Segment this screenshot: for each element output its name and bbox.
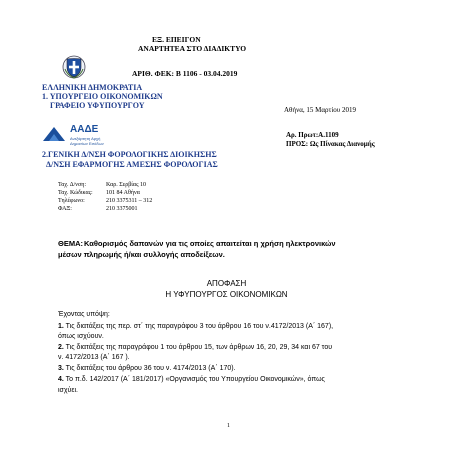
urgency-label: ΕΞ. ΕΠΕΙΓΟΝ bbox=[152, 35, 201, 44]
list-item-number: 2. bbox=[58, 344, 64, 351]
list-item bbox=[58, 344, 332, 351]
page-number: 1 bbox=[227, 423, 230, 429]
list-item-continuation: ν. 4172/2013 (Α΄ 167 ). bbox=[58, 354, 130, 361]
intro-text: Έχοντας υπόψη: bbox=[58, 311, 110, 318]
org-country: ΕΛΛΗΝΙΚΗ ΔΗΜΟΚΡΑΤΙΑ bbox=[42, 83, 143, 92]
posting-label: ΑΝΑΡΤΗΤΕΑ ΣΤΟ ΔΙΑΔΙΚΤΥΟ bbox=[138, 44, 247, 53]
list-item bbox=[58, 376, 325, 383]
subject-line-1: Καθορισμός δαπανών για τις οποίες απαιτείται η χρήση ηλεκτρονικών bbox=[84, 239, 336, 248]
dept-general-directorate: 2.ΓΕΝΙΚΗ Δ/ΝΣΗ ΦΟΡΟΛΟΓΙΚΗΣ ΔΙΟΙΚΗΣΗΣ bbox=[42, 150, 217, 159]
list-item-number: 3. bbox=[58, 365, 64, 372]
decision-title: ΑΠΟΦΑΣΗ bbox=[206, 279, 247, 288]
list-item-number: 4. bbox=[58, 376, 64, 383]
fax-value: 210 3375001 bbox=[106, 206, 138, 212]
gazette-number: ΑΡΙΘ. ΦΕΚ: Β 1106 - 03.04.2019 bbox=[132, 69, 238, 78]
recipients: ΠΡΟΣ: Ως Πίνακας Διανομής bbox=[286, 140, 375, 148]
protocol-number: Αρ. Πρωτ:Α.1109 bbox=[286, 131, 339, 139]
org-office: ΓΡΑΦΕΙΟ ΥΦΥΠΟΥΡΓΟΥ bbox=[50, 101, 145, 110]
phone-value: 210 3375311 – 312 bbox=[106, 198, 153, 204]
list-item-continuation: όπως ισχύουν. bbox=[58, 333, 104, 340]
list-item-text: Το π.δ. 142/2017 (Α΄ 181/2017) «Οργανισμός του Υπουργείου Οικονομικών», όπως bbox=[65, 376, 325, 383]
fax-label: ΦΑΞ: bbox=[58, 206, 72, 212]
zip-label: Ταχ. Κώδικας: bbox=[58, 190, 93, 196]
address-value: Καρ. Σερβίας 10 bbox=[106, 182, 146, 188]
zip-value: 101 84 Αθήνα bbox=[106, 190, 140, 196]
aade-name: ΑΑΔΕ bbox=[70, 124, 99, 135]
phone-label: Τηλέφωνο: bbox=[58, 198, 85, 204]
document-date: Αθήνα, 15 Μαρτίου 2019 bbox=[284, 106, 356, 114]
aade-logo-icon bbox=[42, 126, 66, 142]
greek-emblem-icon bbox=[62, 55, 86, 79]
list-item-text: Τις διατάξεις της περ. στ΄ της παραγράφου 3 του άρθρου 16 του ν.4172/2013 (Α΄ 167), bbox=[65, 323, 334, 330]
list-item-text: Τις διατάξεις της παραγράφου 1 του άρθρου 15, των άρθρων 16, 20, 29, 34 και 67 του bbox=[65, 344, 333, 351]
list-item-text: Τις διατάξεις του άρθρου 36 του ν. 4174/2013 (Α΄ 170). bbox=[65, 365, 236, 372]
list-item bbox=[58, 365, 236, 372]
list-item-continuation: ισχύει. bbox=[58, 387, 78, 394]
list-item bbox=[58, 323, 333, 330]
address-label: Ταχ. Δ/νση: bbox=[58, 182, 87, 188]
subject-label: ΘΕΜΑ: bbox=[58, 239, 83, 248]
dept-directorate: Δ/ΝΣΗ ΕΦΑΡΜΟΓΗΣ ΑΜΕΣΗΣ ΦΟΡΟΛΟΓΙΑΣ bbox=[46, 160, 218, 169]
aade-subtitle-1: Ανεξάρτητη Αρχή bbox=[70, 136, 101, 141]
aade-subtitle-2: Δημοσίων Εσόδων bbox=[70, 141, 104, 146]
decision-subtitle: Η ΥΦΥΠΟΥΡΓΟΣ ΟΙΚΟΝΟΜΙΚΩΝ bbox=[165, 290, 288, 299]
subject-line-2: μέσων πληρωμής ή/και συλλογής αποδείξεων. bbox=[58, 250, 225, 259]
list-item-number: 1. bbox=[58, 323, 64, 330]
org-ministry: 1. ΥΠΟΥΡΓΕΙΟ ΟΙΚΟΝΟΜΙΚΩΝ bbox=[42, 92, 163, 101]
